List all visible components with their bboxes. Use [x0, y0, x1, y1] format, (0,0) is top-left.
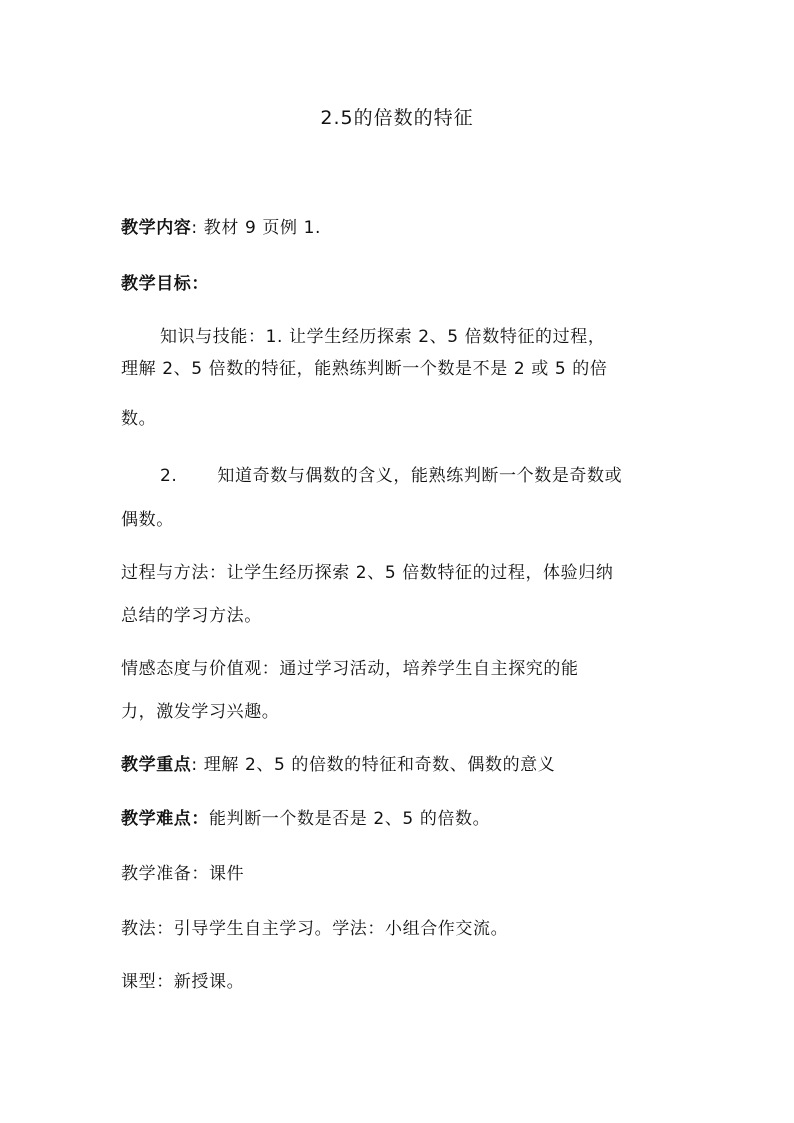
teaching-method: 教法：引导学生自主学习。学法：小组合作交流。 — [121, 919, 509, 939]
teaching-key-points-text: : 理解 2、5 的倍数的特征和奇数、偶数的意义 — [191, 755, 556, 775]
objective-item-2-number: 2. — [160, 466, 178, 486]
teaching-content-label: 教学内容 — [121, 218, 192, 238]
knowledge-line-3: 数。 — [121, 409, 157, 429]
teaching-difficulty — [121, 806, 490, 832]
process-method-line-1: 过程与方法：让学生经历探索 2、5 倍数特征的过程，体验归纳 — [121, 563, 614, 583]
objectives-heading: 教学目标： — [121, 274, 209, 294]
knowledge-line-1: 知识与技能：1. 让学生经历探索 2、5 倍数特征的过程， — [160, 327, 606, 347]
lesson-type: 课型：新授课。 — [121, 972, 245, 992]
process-method-line-2: 总结的学习方法。 — [121, 606, 262, 626]
knowledge-line-2: 理解 2、5 倍数的特征，能熟练判断一个数是不是 2 或 5 的倍 — [121, 359, 608, 379]
page-title: 2.5的倍数的特征 — [320, 107, 474, 129]
emotion-values-line-1: 情感态度与价值观：通过学习活动，培养学生自主探究的能 — [121, 659, 579, 679]
objective-item-2 — [160, 463, 622, 489]
teaching-difficulty-label: 教学难点： — [121, 809, 209, 829]
objective-item-2-text: 知道奇数与偶数的含义，能熟练判断一个数是奇数或 — [217, 466, 623, 486]
emotion-values-line-2: 力，激发学习兴趣。 — [121, 702, 280, 722]
teaching-preparation: 教学准备：课件 — [121, 864, 245, 884]
teaching-difficulty-text: 能判断一个数是否是 2、5 的倍数。 — [209, 809, 491, 829]
teaching-content — [121, 215, 321, 241]
teaching-key-points-label: 教学重点 — [121, 755, 192, 775]
teaching-key-points — [121, 752, 555, 778]
teaching-content-text: : 教材 9 页例 1. — [191, 218, 321, 238]
objective-item-2-line-2: 偶数。 — [121, 510, 174, 530]
